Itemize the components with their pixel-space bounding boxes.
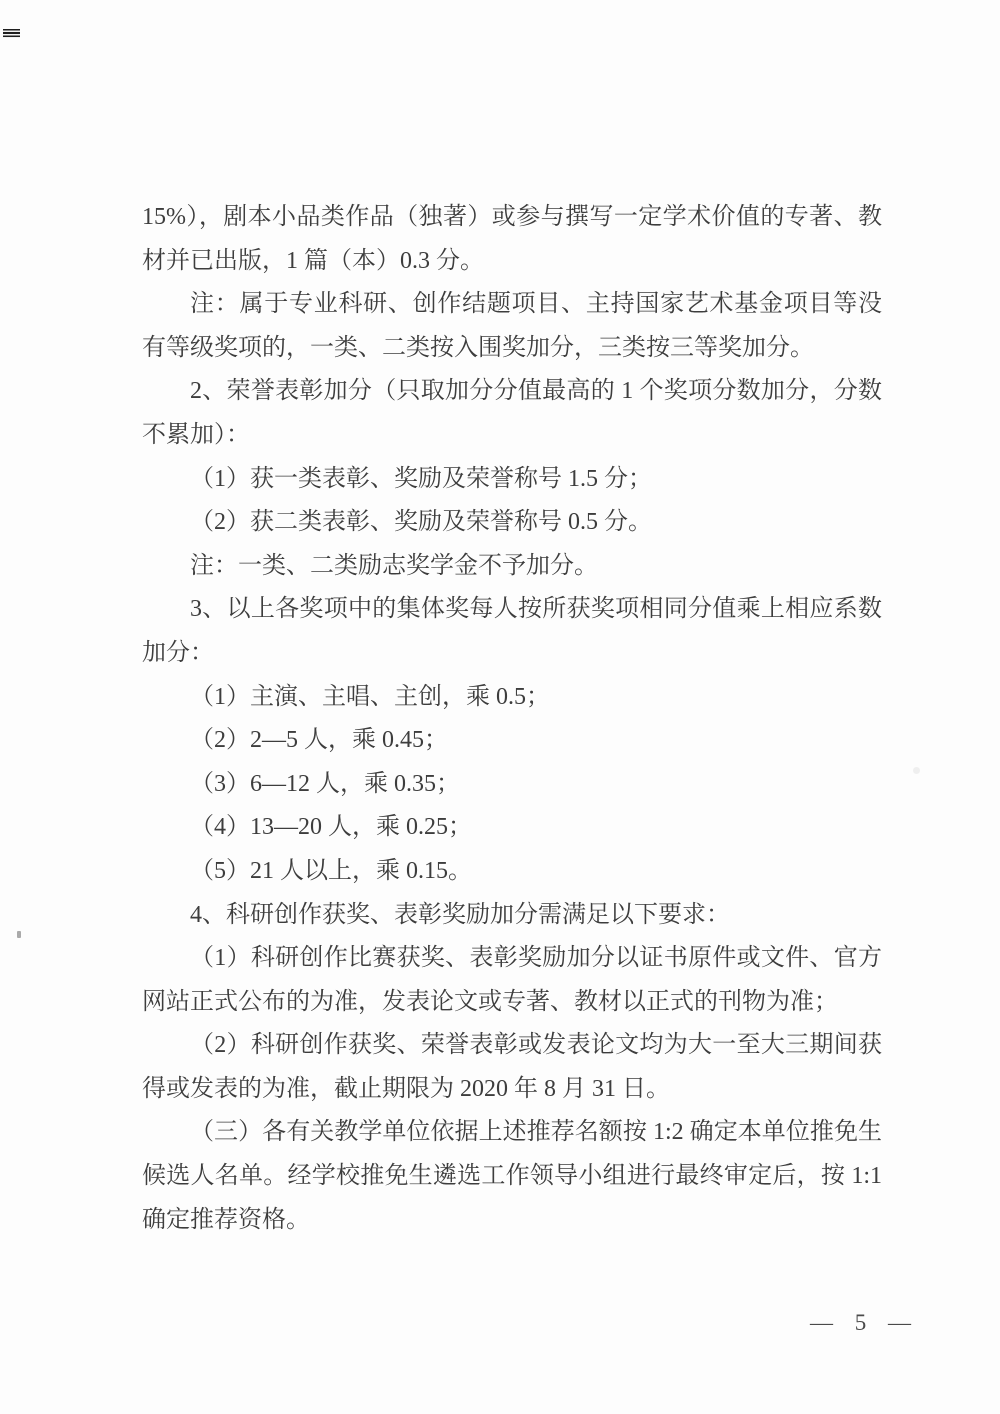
paragraph-item-2: 2、荣誉表彰加分（只取加分分值最高的 1 个奖项分数加分，分数不累加）：: [142, 378, 882, 448]
paragraph-item-2-sub-2: （2）获二类表彰、奖励及荣誉称号 0.5 分。: [190, 509, 652, 536]
paragraph-item-4-sub-2: （2）科研创作获奖、荣誉表彰或发表论文均为大一至大三期间获得或发表的为准，截止期限为 2020 年 8 月 31 日。: [142, 1032, 882, 1102]
scan-corner-mark: [3, 29, 20, 38]
paragraph-item-4: 4、科研创作获奖、表彰奖励加分需满足以下要求：: [190, 901, 730, 928]
page-number: — 5 —: [810, 1310, 915, 1335]
paragraph-item-3: 3、以上各奖项中的集体奖每人按所获奖项相同分值乘上相应系数加分：: [142, 596, 882, 666]
paragraph-item-2-sub-1: （1）获一类表彰、奖励及荣誉称号 1.5 分；: [190, 465, 652, 492]
paragraph-item-3-sub-4: （4）13—20 人，乘 0.25；: [190, 814, 472, 841]
paragraph-section-3: （三）各有关教学单位依据上述推荐名额按 1:2 确定本单位推免生候选人名单。经学校推免生遴选工作领导小组进行最终审定后，按 1:1 确定推荐资格。: [142, 1119, 882, 1233]
document-body: [142, 196, 882, 1242]
paragraph-item-4-sub-1: （1）科研创作比赛获奖、表彰奖励加分以证书原件或文件、官方网站正式公布的为准，发表论文或专著、教材以正式的刊物为准；: [142, 945, 882, 1015]
paragraph-continuation: 15%），剧本小品类作品（独著）或参与撰写一定学术价值的专著、教材并已出版，1 篇（本）0.3 分。: [142, 204, 882, 274]
paragraph-item-3-sub-3: （3）6—12 人，乘 0.35；: [190, 770, 460, 797]
paragraph-item-3-sub-2: （2）2—5 人，乘 0.45；: [190, 727, 448, 754]
paragraph-item-3-sub-5: （5）21 人以上，乘 0.15。: [190, 857, 472, 884]
scan-artifact-dot: [17, 931, 21, 938]
scan-artifact-dot: [913, 767, 920, 774]
paragraph-note-1: 注：属于专业科研、创作结题项目、主持国家艺术基金项目等没有等级奖项的，一类、二类按入围奖加分，三类按三等奖加分。: [142, 291, 882, 361]
paragraph-item-3-sub-1: （1）主演、主唱、主创，乘 0.5；: [190, 683, 550, 710]
paragraph-note-2: 注：一类、二类励志奖学金不予加分。: [190, 552, 598, 579]
